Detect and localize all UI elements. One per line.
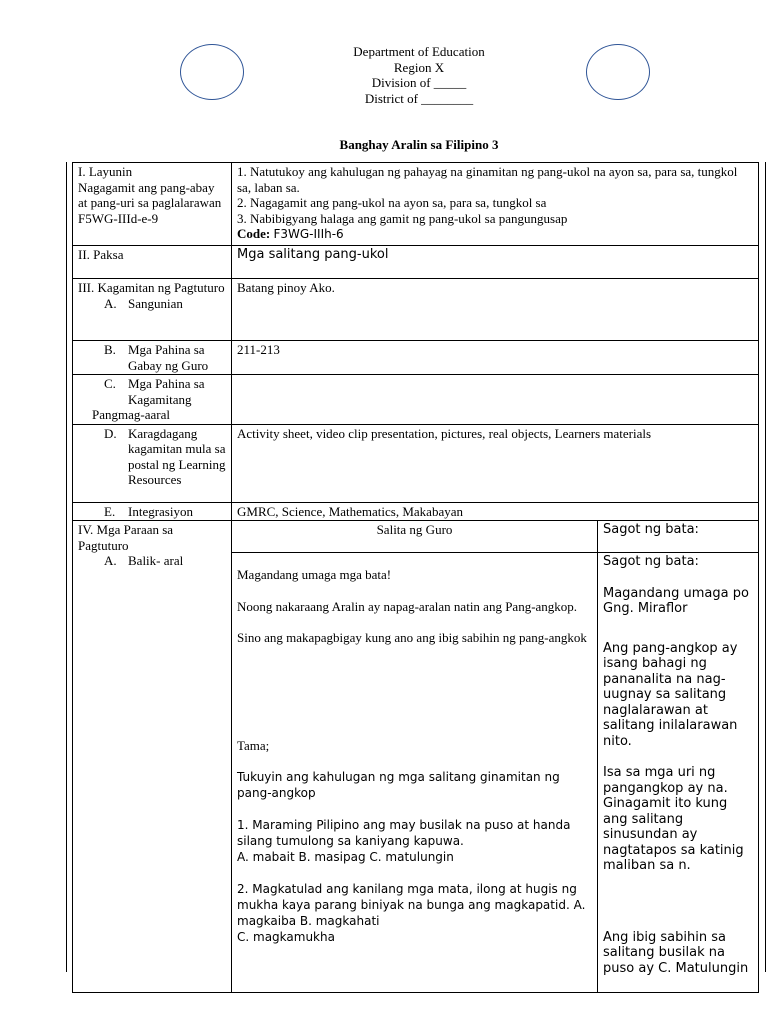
cell-kagamitan-value: Batang pinoy Ako. [232,279,759,341]
row-integrasyon [73,502,759,521]
bata-greeting: Magandang umaga po Gng. Miraflor [603,585,749,616]
list-marker: D. [104,425,117,441]
bata-pang-angkop: Ang pang-angkop ay isang bahagi ng pananalita na nag-uugnay sa salitang naglalarawan at salitang inilalarawan nito. [603,640,738,749]
cell-kagamitang-value [232,375,759,425]
code-line [237,226,753,242]
lesson-plan-table [72,162,759,993]
cell-guro-content [232,553,598,993]
header-department: Department of Education [353,44,485,59]
integrasyon-label: Integrasiyon [128,503,193,519]
guro-question: Sino ang makapagbigay kung ano ang ibig sabihin ng pang-angkok [237,630,587,645]
list-marker: E. [104,503,116,519]
sangunian-item [102,296,226,312]
layunin-title: I. Layunin [78,164,133,179]
col-header-bata: Sagot ng bata: [598,521,759,553]
objective-1: 1. Natutukoy ang kahulugan ng pahayag na ginamitan ng pang-ukol na ayon sa, para sa, tungkol sa, laban sa. [237,164,738,195]
guro-affirm: Tama; [237,737,270,753]
cell-paksa-label: II. Paksa [73,246,232,279]
cell-kagamitang-label [73,375,232,425]
list-marker: A. [104,553,117,568]
gabay-label: Mga Pahina sa Gabay ng Guro [128,342,209,373]
bata-uri: Isa sa mga uri ng pangangkop ay na. Ginagamit ito kung ang salitang sinusundan ay nagtatapos sa katinig maliban sa n. [603,765,744,873]
layunin-competency: Nagagamit ang pang-abay at pang-uri sa paglalarawan F5WG-IIId-e-9 [78,179,222,226]
list-marker: C. [104,376,116,391]
row-kagamitang [73,375,759,425]
frame-left-line [66,162,67,972]
cell-karagdagang-value: Activity sheet, video clip presentation, pictures, real objects, Learners materials [232,424,759,502]
cell-layunin-objectives [232,163,759,246]
cell-integrasyon-value: GMRC, Science, Mathematics, Makabayan [232,502,759,521]
paraan-title: IV. Mga Paraan sa Pagtuturo [78,522,174,553]
balik-aral-item [102,553,226,569]
code-value: F3WG-IIIh-6 [273,227,344,241]
row-karagdagang [73,424,759,502]
cell-bata-content [598,553,759,993]
kagamitan-title: III. Kagamitan ng Pagtuturo [78,280,225,295]
cell-layunin-label [73,163,232,246]
cell-karagdagang-label [73,424,232,502]
bata-header: Sagot ng bata: [603,554,699,569]
document-title: Banghay Aralin sa Filipino 3 [339,137,499,152]
header-region: Region X [393,59,445,75]
cell-gabay-value: 211-213 [232,341,759,375]
objective-3: 3. Nabibigyang halaga ang gamit ng pang-ukol sa pangungusap [237,210,568,226]
gabay-item [102,342,226,373]
cell-paksa-value: Mga salitang pang-ukol [232,246,759,279]
karagdagang-label: Karagdagang kagamitan mula sa postal ng Learning Resources [128,425,226,487]
header-district: District of ________ [364,90,474,106]
guro-review: Noong nakaraang Aralin ay napag-aralan natin ang Pang-angkop. [237,598,578,614]
guro-greeting: Magandang umaga mga bata! [237,567,392,582]
kagamitang-label-cont: Pangmag-aaral [92,407,170,422]
cell-gabay-label [73,341,232,375]
kagamitang-item [102,376,226,407]
row-paksa [73,246,759,279]
guro-instruction: Tukuyin ang kahulugan ng mga salitang ginamitan ng pang-angkop [237,770,560,800]
row-layunin [73,163,759,246]
row-paraan-header [73,521,759,553]
kagamitang-label: Mga Pahina sa Kagamitang [128,376,205,407]
bata-answer-1: Ang ibig sabihin sa salitang busilak na puso ay C. Matulungin [603,929,749,976]
balik-aral-label: Balik- aral [128,553,184,568]
sangunian-label: Sangunian [128,295,183,311]
integrasyon-item [102,504,226,520]
header-division: Division of _____ [371,75,467,90]
guro-item-1-choices: A. mabait B. masipag C. matulungin [237,850,454,864]
guro-item-1: 1. Maraming Pilipino ang may busilak na puso at handa silang tumulong sa kaniyang kapuwa. [237,818,571,848]
list-marker: B. [104,342,116,357]
objective-2: 2. Nagagamit ang pang-ukol na ayon sa, para sa, tungkol sa [237,195,547,210]
cell-integrasyon-label [73,502,232,521]
cell-paraan-label [73,521,232,993]
row-gabay [73,341,759,375]
row-kagamitan [73,279,759,341]
cell-kagamitan-label [73,279,232,341]
document-header [0,44,768,106]
col-header-guro: Salita ng Guro [232,521,598,553]
list-marker: A. [104,295,117,311]
frame-right-line [765,162,766,972]
guro-item-2: 2. Magkatulad ang kanilang mga mata, ilong at hugis ng mukha kaya parang biniyak na bunga ang magkapatid. A. magkaiba B. magkahati [237,882,586,928]
guro-item-2-choice-c: C. magkamukha [237,930,335,944]
code-label: Code: [237,226,271,241]
karagdagang-item [102,426,226,488]
